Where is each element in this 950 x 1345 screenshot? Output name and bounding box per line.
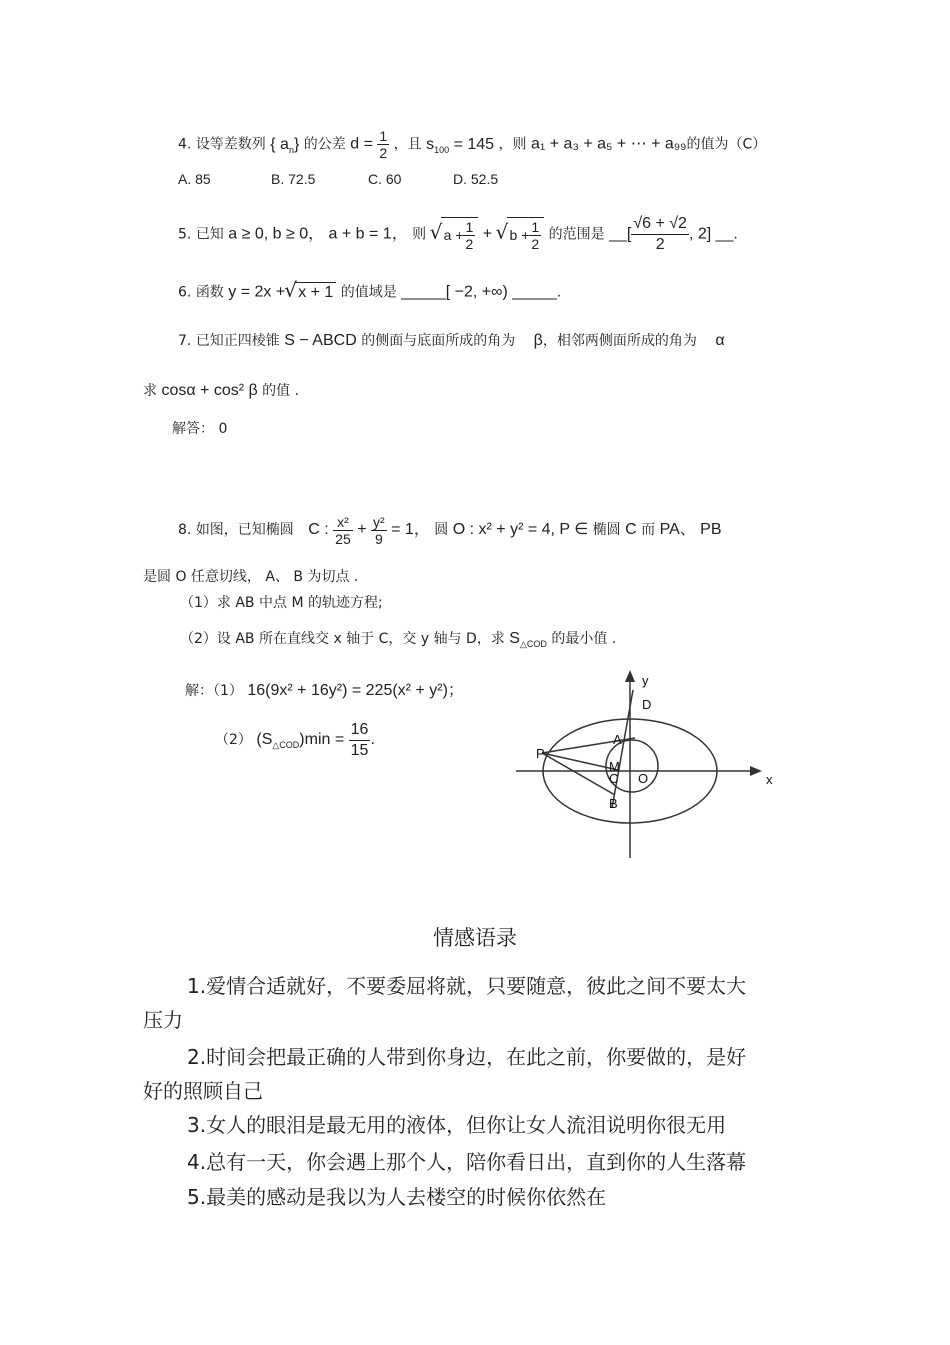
q8-line2: 是圆 O 任意切线， A、 B 为切点 . xyxy=(143,569,359,585)
y-arrow-icon xyxy=(625,670,635,682)
quote-3: 3.女人的眼泪是最无用的液体，但你让女人流泪说明你很无用 xyxy=(187,1113,727,1137)
quote-4: 4.总有一天，你会遇上那个人，陪你看日出，直到你的人生落幕 xyxy=(187,1150,747,1174)
label-d: D xyxy=(642,697,652,712)
option-c: C. 60 xyxy=(368,171,402,187)
quote-1a: 1.爱情合适就好，不要委屈将就，只要随意，彼此之间不要太大 xyxy=(187,974,747,998)
quote-1b: 压力 xyxy=(143,1008,183,1032)
q8-line: 8. 如图，已知椭圆 C : $\frac{\text{x²}}{25}$ + $\frac{\text{y²}}{9}$ = 1， 圆 O : x² + y² = 4, P ∈ 椭圆 C 而 PA、 PB xyxy=(178,513,722,547)
q8-solution-1: 解：（1） 16(9x² + 16y²) = 225(x² + y²)； xyxy=(185,682,464,699)
y-frac: $\frac{\text{y²}}{9}$ xyxy=(373,513,385,547)
label-o: O xyxy=(638,771,649,786)
q8-solution-2: （2） $(S_{\triangle COD})\min$ = $\frac{16}{15}$ . xyxy=(215,720,375,759)
label-c: C xyxy=(609,771,619,786)
option-d: D. 52.5 xyxy=(453,171,499,187)
label-b: B xyxy=(609,796,618,811)
label-a: A xyxy=(613,732,622,747)
quote-2b: 好的照顾自己 xyxy=(143,1079,263,1103)
label-y: y xyxy=(642,673,649,688)
range-fraction: $\frac{√6 + √2}{2}$ xyxy=(633,215,687,253)
half-fraction: $\frac{1}{2}$ xyxy=(379,128,388,161)
q6-line: 6. 函数 y = 2x +√ x + 1 的值域是 _____[ −2, +∞) _____. xyxy=(178,282,561,303)
q4-line: 4. 设等差数列 { $a_n$} 的公差 d = $\frac{1}{2}$ ，且 $s_{100} = 145$ ，则 a₁ + a₃ + a₅ + ⋯ + a₉₉的值为（C） xyxy=(178,128,767,161)
option-b: B. 72.5 xyxy=(271,171,316,187)
root-b: √ b + $\frac{1}{2}$ xyxy=(507,217,545,253)
q7-answer: 解答： 0 xyxy=(172,421,228,437)
quote-2a: 2.时间会把最正确的人带到你身边，在此之前，你要做的，是好 xyxy=(187,1045,747,1069)
q8-part2: （2）设 AB 所在直线交 x 轴于 C，交 y 轴与 D，求 $S_{\triangle COD}$ 的最小值 . xyxy=(180,630,617,650)
label-m: M xyxy=(609,759,620,774)
min-fraction: $\frac{16}{15}$ xyxy=(350,720,369,759)
label-x: x xyxy=(766,772,773,787)
quote-5: 5.最美的感动是我以为人去楼空的时候你依然在 xyxy=(187,1185,607,1209)
option-a: A. 85 xyxy=(178,171,211,187)
q5-line: 5. 已知 a ≥ 0, b ≥ 0， a + b = 1， 则 √ a + $\frac{1}{2}$ + √ b + $\frac{1}{2}$ 的范围是 __[ $\frac{√6 + √2}{2}$ , 2] __. xyxy=(178,214,738,255)
quotes-title: 情感语录 xyxy=(433,926,517,950)
q7-line2: 求 cosα + cos² β 的值 . xyxy=(143,382,300,399)
root-a: √ a + $\frac{1}{2}$ xyxy=(441,217,479,253)
x-frac: $\frac{\text{x²}}{25}$ xyxy=(335,513,351,547)
tangent-pb xyxy=(542,753,615,795)
x-arrow-icon xyxy=(750,766,762,776)
q8-part1: （1）求 AB 中点 M 的轨迹方程; xyxy=(180,595,383,611)
q7-line: 7. 已知正四棱锥 S − ABCD 的侧面与底面所成的角为 β，相邻两侧面所成的角为 α xyxy=(178,332,725,349)
label-p: P xyxy=(536,746,545,761)
root-x: √ x + 1 xyxy=(295,282,336,303)
